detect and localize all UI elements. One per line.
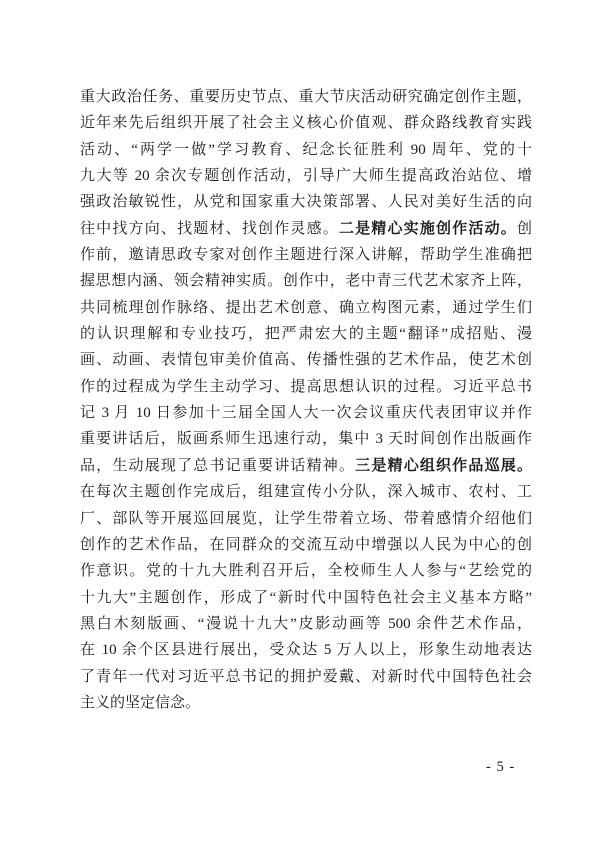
text-run: 创作的艺术作品，在同群众的交流互动中增强以人民为中心的创 [80, 536, 532, 553]
bold-text-run: 二是精心实施创作活动。 [338, 220, 517, 237]
text-line [80, 558, 532, 584]
text-run: 厂、部队等开展巡回展览，让学生带着立场、带着感情介绍他们 [80, 510, 532, 527]
text-run: 了青年一代对习近平总书记的拥护爱戴、对新时代中国特色社会 [80, 668, 532, 685]
text-run: 握思想内涵、领会精神实质。创作中，老中青三代艺术家齐上阵， [80, 273, 532, 290]
text-run: 的认识理解和专业技巧，把严肃宏大的主题“翻译”成招贴、漫 [80, 326, 532, 343]
text-line [80, 637, 532, 663]
text-run: 共同梳理创作脉络、提出艺术创意、确立构图元素，通过学生们 [80, 299, 532, 316]
text-line [80, 664, 532, 690]
text-line [80, 321, 532, 347]
text-line [80, 532, 532, 558]
text-run: 重要讲话后，版画系师生迅速行动，集中 3 天时间创作出版画作 [80, 431, 532, 448]
text-line [80, 110, 532, 136]
text-run: 十九大”主题创作，形成了“新时代中国特色社会主义基本方略” [80, 589, 532, 606]
text-run: 在每次主题创作完成后，组建宣传小分队，深入城市、农村、工 [80, 484, 532, 501]
text-line [80, 295, 532, 321]
text-line [80, 347, 532, 373]
text-line [80, 268, 532, 294]
text-run: 画、动画、表情包审美价值高、传播性强的艺术作品，使艺术创 [80, 352, 532, 369]
text-line [80, 506, 532, 532]
text-run: 在 10 余个区县进行展出，受众达 5 万人以上，形象生动地表达 [80, 642, 532, 659]
text-run: 九大等 20 余次专题创作活动，引导广大师生提高政治站位、增 [80, 168, 532, 185]
text-run: 往中找方向、找题材、找创作灵感。 [80, 220, 339, 237]
text-line [80, 479, 532, 505]
text-line [80, 84, 532, 110]
text-run: 作前，邀请思政专家对创作主题进行深入讲解，帮助学生准确把 [80, 247, 532, 264]
text-run: 作意识。党的十九大胜利召开后，全校师生人人参与“艺绘党的 [80, 563, 532, 580]
text-line [80, 690, 532, 716]
text-line [80, 585, 532, 611]
text-run: 黑白木刻版画、“漫说十九大”皮影动画等 500 余件艺术作品， [80, 615, 532, 632]
text-line [80, 400, 532, 426]
text-line [80, 163, 532, 189]
text-line [80, 426, 532, 452]
text-line [80, 611, 532, 637]
text-line [80, 189, 532, 215]
text-run: 创 [516, 220, 532, 237]
page-number: - 5 - [486, 759, 516, 775]
text-line [80, 242, 532, 268]
bold-text-run: 三是精心组织作品巡展。 [355, 457, 532, 474]
text-run: 活动、“两学一做”学习教育、纪念长征胜利 90 周年、党的十 [80, 141, 532, 158]
text-run: 记 3 月 10 日参加十三届全国人大一次会议重庆代表团审议并作 [80, 405, 532, 422]
text-run: 强政治敏锐性，从党和国家重大决策部署、人民对美好生活的向 [80, 194, 532, 211]
text-line [80, 216, 532, 242]
text-line [80, 374, 532, 400]
text-run: 主义的坚定信念。 [80, 694, 201, 711]
text-run: 近年来先后组织开展了社会主义核心价值观、群众路线教育实践 [80, 115, 532, 132]
text-run: 品，生动展现了总书记重要讲话精神。 [80, 457, 356, 474]
text-run: 作的过程成为学生主动学习、提高思想认识的过程。习近平总书 [80, 378, 532, 395]
text-line [80, 137, 532, 163]
document-body [80, 84, 532, 716]
text-line [80, 453, 532, 479]
text-run: 重大政治任务、重要历史节点、重大节庆活动研究确定创作主题， [80, 89, 532, 105]
